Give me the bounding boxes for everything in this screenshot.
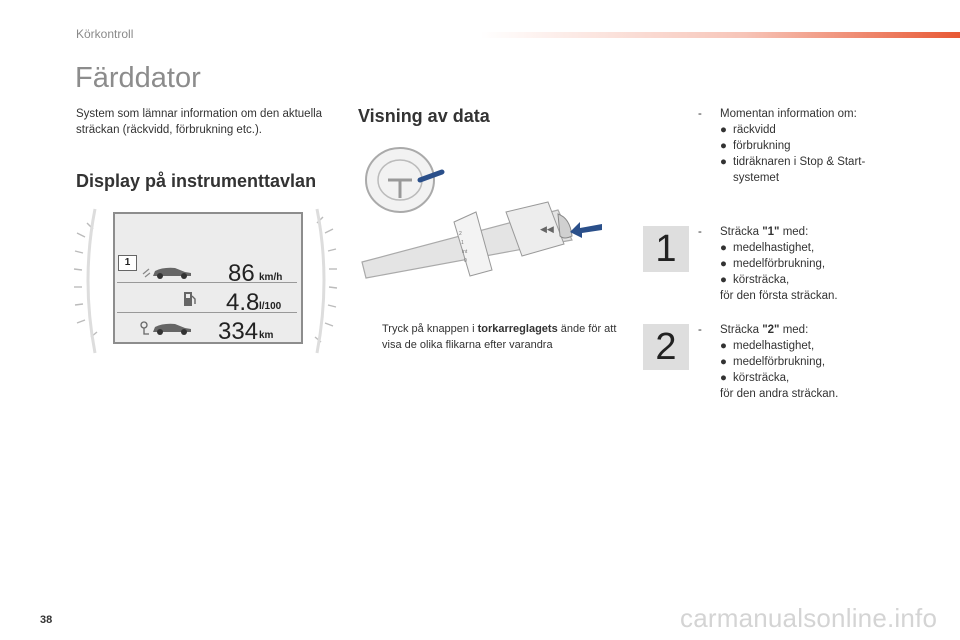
visning-heading: Visning av data [358, 106, 490, 126]
speed-value: 86 [228, 260, 255, 287]
dash-marker: - [698, 226, 702, 238]
trip-number-badge: 1 [118, 255, 137, 271]
consumption-unit: l/100 [259, 301, 282, 312]
block-lead-pre: Sträcka [720, 226, 763, 238]
block-lead-pre: Sträcka [720, 324, 763, 336]
bullet-icon: ● [720, 258, 727, 270]
bullet-icon: ● [720, 242, 727, 254]
list-item: medelhastighet, [733, 242, 815, 254]
watermark: carmanualsonline.info [680, 603, 938, 633]
wiper-stalk-icon [358, 140, 608, 310]
page-title: Färddator [75, 62, 201, 94]
trip-computer-screen [113, 212, 303, 344]
dash-marker: - [698, 324, 702, 336]
info-block-momentary [698, 106, 898, 186]
bullet-icon: ● [720, 274, 727, 286]
bullet-icon: ● [720, 372, 727, 384]
section-label: Körkontroll [76, 27, 134, 41]
speed-unit: km/h [259, 272, 283, 283]
list-item: körsträcka, [733, 274, 790, 286]
info-block-trip-1 [698, 224, 898, 304]
svg-text:1: 1 [461, 240, 464, 246]
consumption-value: 4.8 [226, 289, 260, 316]
list-item: körsträcka, [733, 372, 790, 384]
list-item: medelförbrukning, [733, 356, 826, 368]
list-item: tidräknaren i Stop & Start-systemet [733, 156, 866, 184]
header-accent-bar [480, 32, 960, 38]
svg-text:0: 0 [464, 258, 467, 264]
instruction-bold: torkarreglagets [477, 323, 558, 335]
svg-text:◀◀: ◀◀ [540, 225, 554, 235]
svg-text:int: int [462, 249, 468, 255]
list-item: medelhastighet, [733, 340, 815, 352]
distance-unit: km [259, 330, 274, 341]
block-lead-post: med: [779, 324, 809, 336]
car-range-icon [141, 264, 195, 280]
list-item: räckvidd [733, 124, 776, 136]
bullet-icon: ● [720, 356, 727, 368]
dash-marker: - [698, 108, 702, 120]
info-block-trip-2 [698, 322, 898, 402]
list-item: förbrukning [733, 140, 791, 152]
block-lead-bold: "1" [762, 226, 780, 238]
page-number: 38 [40, 614, 53, 626]
bullet-icon: ● [720, 124, 727, 136]
bullet-icon: ● [720, 140, 727, 152]
screen-divider [117, 312, 297, 313]
car-distance-icon [139, 320, 195, 336]
instruction-pre: Tryck på knappen i [382, 323, 478, 335]
svg-text:2: 2 [459, 231, 462, 237]
trip-1-number: 1 [643, 226, 689, 272]
distance-value: 334 [218, 318, 259, 345]
display-heading: Display på instrumenttavlan [76, 171, 317, 191]
block-tail: för den andra sträckan. [720, 388, 839, 400]
block-lead: Momentan information om: [720, 108, 857, 120]
intro-text: System som lämnar information om den aktuella sträckan (räckvidd, förbrukning etc.). [76, 108, 323, 136]
list-item: medelförbrukning, [733, 258, 826, 270]
wiper-stalk-illustration [358, 140, 608, 310]
instrument-cluster-illustration [73, 203, 339, 357]
block-lead-post: med: [779, 226, 809, 238]
bullet-icon: ● [720, 340, 727, 352]
block-lead-bold: "2" [762, 324, 780, 336]
fuel-pump-icon [183, 291, 197, 307]
bullet-icon: ● [720, 156, 727, 168]
block-tail: för den första sträckan. [720, 290, 838, 302]
instruction-text [358, 321, 618, 353]
trip-2-number: 2 [643, 324, 689, 370]
instruction-post: ände för att visa de olika flikarna efter varandra [382, 323, 617, 351]
